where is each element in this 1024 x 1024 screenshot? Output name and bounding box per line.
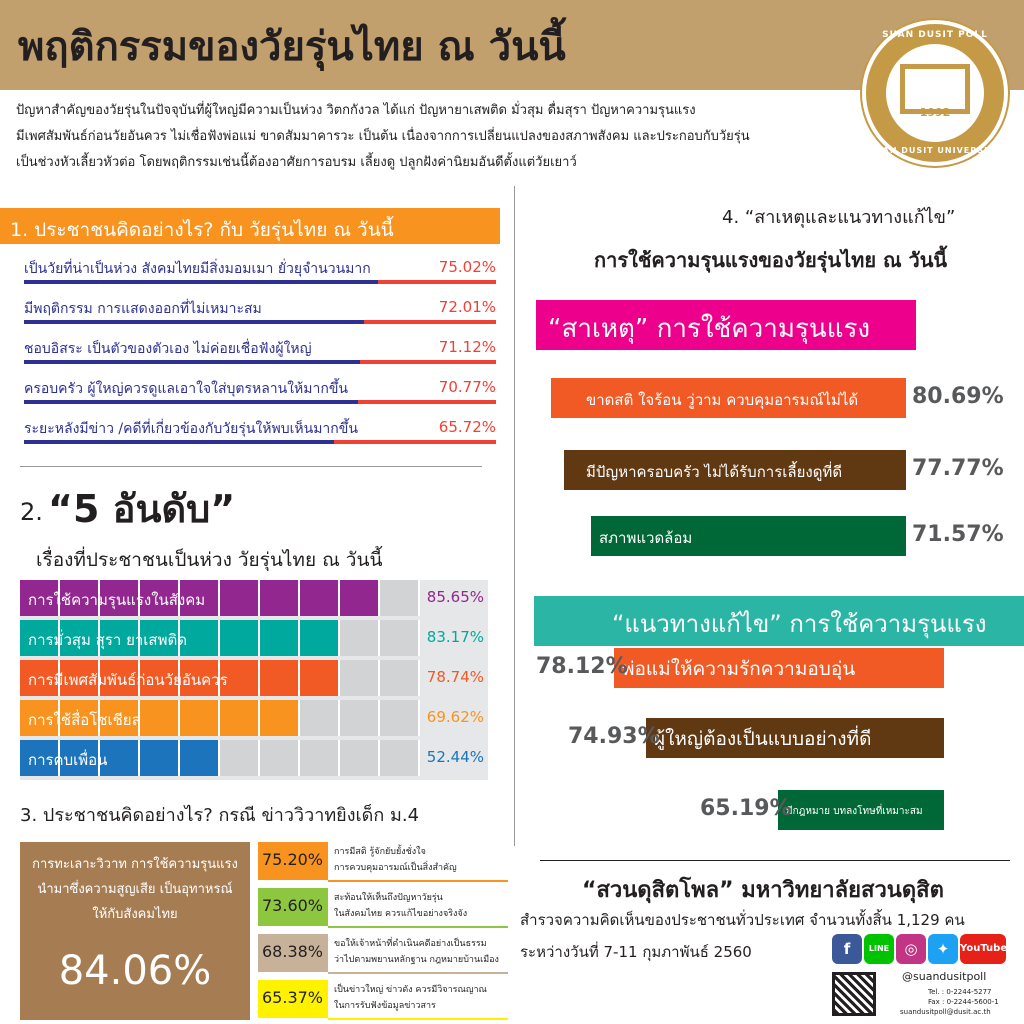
s1-bar-red — [364, 320, 496, 324]
solution-label: พ่อแม่ให้ความรักความอบอุ่น — [622, 658, 856, 680]
s2-cell — [220, 580, 260, 616]
intro-line: ปัญหาสำคัญของวัยรุ่นในปัจจุบันที่ผู้ใหญ่มีความเป็นห่วง วิตกกังวล ได้แก่ ปัญหายาเสพติด มั่วสุม ดื่มสุรา ปัญหาความรุนแรง — [16, 103, 696, 118]
s1-value: 71.12% — [438, 338, 496, 356]
section2-number: 2. — [20, 498, 43, 526]
footer-survey-info: สำรวจความคิดเห็นของประชาชนทั่วประเทศ จำนวนทั้งสิ้น 1,129 คน — [520, 911, 965, 929]
s1-label: เป็นวัยที่น่าเป็นห่วง สังคมไทยมีสิ่งมอมเมา ยั่วยุจำนวนมาก — [24, 261, 371, 277]
suan-dusit-poll-logo — [862, 20, 1008, 166]
s2-label: การมีเพศสัมพันธ์ก่อนวัยอันควร — [28, 671, 228, 689]
qr-code — [832, 972, 876, 1016]
s2-cell — [180, 740, 220, 776]
s2-cell — [340, 580, 380, 616]
s2-cell — [220, 740, 260, 776]
s3-desc — [334, 982, 487, 1014]
s2-label: การใช้ความรุนแรงในสังคม — [28, 591, 206, 609]
s2-value: 85.65% — [426, 588, 484, 606]
intro-line: มีเพศสัมพันธ์ก่อนวัยอันควร ไม่เชื่อฟังพ่อแม่ ขาดสัมมาคารวะ เป็นต้น เนื่องจากการเปลี่ยนแปลงของสภาพสังคม และประกอบกับวัยรุ่น — [16, 129, 750, 144]
section2-heading: “5 อันดับ” — [48, 487, 236, 531]
s2-cell — [260, 580, 300, 616]
s3-pct: 75.20% — [258, 842, 328, 880]
s2-cell — [300, 580, 340, 616]
solution-row — [536, 648, 944, 688]
section3-box-value: 84.06% — [58, 948, 212, 994]
s2-cell — [380, 620, 420, 656]
cause-label: สภาพแวดล้อม — [599, 529, 693, 547]
section4-title: 4. “สาเหตุและแนวทางแก้ไข” — [722, 207, 956, 228]
section3-highlight-box — [20, 842, 250, 1020]
s3-pct: 68.38% — [258, 934, 328, 972]
s3-desc-line: การควบคุมอารมณ์เป็นสิ่งสำคัญ — [334, 863, 457, 873]
s1-bar-blue — [24, 400, 358, 404]
solution-label: ผู้ใหญ่ต้องเป็นแบบอย่างที่ดี — [654, 728, 872, 750]
s2-value: 78.74% — [426, 668, 484, 686]
s3-desc-line: การมีสติ รู้จักยับยั้งชั่งใจ — [334, 847, 426, 857]
s1-row — [24, 376, 496, 408]
s2-label: การใช้สื่อโซเชียล — [28, 711, 141, 729]
s3-desc-line: ในการรับฟังข้อมูลข่าวสาร — [334, 1001, 436, 1011]
s3-underline — [328, 880, 508, 882]
s1-row — [24, 416, 496, 448]
s3-underline — [328, 972, 508, 974]
s1-bar-blue — [24, 440, 334, 444]
s3-desc — [334, 936, 499, 968]
s2-cell — [180, 700, 220, 736]
s1-label: มีพฤติกรรม การแสดงออกที่ไม่เหมาะสม — [24, 301, 262, 317]
s1-bar-red — [378, 280, 496, 284]
s1-label: ชอบอิสระ เป็นตัวของตัวเอง ไม่ค่อยเชื่อฟังผู้ใหญ่ — [24, 341, 312, 357]
solution-value: 78.12% — [536, 654, 628, 679]
logo-bottom-text: SUAN DUSIT UNIVERSITY — [868, 146, 1002, 155]
s1-row — [24, 336, 496, 368]
fax: Fax : 0-2244-5600-1 — [928, 998, 999, 1006]
s2-cell — [340, 620, 380, 656]
intro-line: เป็นช่วงหัวเลี้ยวหัวต่อ โดยพฤติกรรมเช่นนี้ต้องอาศัยการอบรม เลี้ยงดู ปลูกฝังค่านิยมอันดีตั้งแต่วัยเยาว์ — [16, 155, 577, 170]
s2-row — [20, 580, 488, 616]
s3-pct: 73.60% — [258, 888, 328, 926]
vertical-divider — [514, 186, 515, 846]
solution-row — [568, 718, 944, 758]
s1-label: ระยะหลังมีข่าว /คดีที่เกี่ยวข้องกับวัยรุ่นให้พบเห็นมากขึ้น — [24, 421, 358, 437]
cause-value: 80.69% — [912, 384, 1004, 409]
s1-bar-blue — [24, 360, 360, 364]
s2-value: 83.17% — [426, 628, 484, 646]
s1-bar-red — [334, 440, 496, 444]
s2-cell — [380, 740, 420, 776]
page-title: พฤติกรรมของวัยรุ่นไทย ณ วันนี้ — [18, 24, 566, 70]
s2-cell — [140, 740, 180, 776]
s3-row — [258, 934, 508, 974]
box-line: ให้กับสังคมไทย — [92, 907, 178, 922]
s2-cell — [380, 580, 420, 616]
s2-label: การคบเพื่อน — [28, 751, 108, 769]
s3-desc-line: เป็นข่าวใหญ่ ข่าวดัง ควรมีวิจารณญาณ — [334, 985, 487, 995]
section3-box-text — [20, 852, 250, 927]
box-line: นำมาซึ่งความสูญเสีย เป็นอุทาหรณ์ — [37, 882, 233, 897]
instagram-icon[interactable]: ◎ — [896, 934, 926, 964]
s3-pct: 65.37% — [258, 980, 328, 1018]
solution-label: มีกฎหมาย บทลงโทษที่เหมาะสม — [786, 806, 923, 817]
footer-date: ระหว่างวันที่ 7-11 กุมภาพันธ์ 2560 — [520, 943, 752, 961]
s1-bar-red — [358, 400, 496, 404]
s3-underline — [328, 926, 508, 928]
s2-value: 69.62% — [426, 708, 484, 726]
logo-year: 1992 — [919, 106, 951, 119]
s1-value: 65.72% — [438, 418, 496, 436]
logo-top-text: SUAN DUSIT POLL — [882, 30, 988, 40]
solution-title: “แนวทางแก้ไข” การใช้ความรุนแรง — [612, 610, 987, 638]
s1-bar-red — [360, 360, 496, 364]
social-handle: @suandusitpoll — [902, 970, 987, 983]
telephone: Tel. : 0-2244-5277 — [928, 988, 992, 996]
cause-label: ขาดสติ ใจร้อน วู่วาม ควบคุมอารมณ์ไม่ได้ — [586, 391, 859, 409]
s2-cell — [220, 620, 260, 656]
s1-row — [24, 296, 496, 328]
cause-value: 71.57% — [912, 522, 1004, 547]
section3-title: 3. ประชาชนคิดอย่างไร? กรณี ข่าววิวาทยิงเด็ก ม.4 — [20, 805, 420, 826]
box-line: การทะเลาะวิวาท การใช้ความรุนแรง — [32, 857, 238, 872]
twitter-icon[interactable]: ✦ — [928, 934, 958, 964]
email: suandusitpoll@dusit.ac.th — [900, 1008, 991, 1016]
cause-row — [564, 450, 1004, 490]
s3-desc-line: สะท้อนให้เห็นถึงปัญหาวัยรุ่น — [334, 893, 443, 903]
section2-chart — [20, 580, 488, 780]
s2-cell — [260, 740, 300, 776]
s2-value: 52.44% — [426, 748, 484, 766]
s2-cell — [380, 660, 420, 696]
s2-cell — [340, 660, 380, 696]
s3-desc-line: ในสังคมไทย ควรแก้ไขอย่างจริงจัง — [334, 909, 468, 919]
intro-text — [16, 98, 862, 176]
s3-row — [258, 842, 508, 882]
s2-cell — [300, 700, 340, 736]
s2-cell — [340, 700, 380, 736]
s1-label: ครอบครัว ผู้ใหญ่ควรดูแลเอาใจใส่บุตรหลานให้มากขึ้น — [24, 381, 348, 397]
s2-row — [20, 700, 488, 736]
s3-row — [258, 980, 508, 1020]
s3-underline — [328, 1018, 508, 1020]
s2-cell — [300, 660, 340, 696]
cause-label: มีปัญหาครอบครัว ไม่ได้รับการเลี้ยงดูที่ดี — [586, 463, 843, 481]
s2-cell — [380, 700, 420, 736]
footer-title: “สวนดุสิตโพล” มหาวิทยาลัยสวนดุสิต — [582, 878, 944, 903]
solution-value: 65.19% — [700, 796, 792, 821]
section1-title: 1. ประชาชนคิดอย่างไร? กับ วัยรุ่นไทย ณ วันนี้ — [10, 219, 394, 241]
cause-value: 77.77% — [912, 456, 1004, 481]
youtube-icon[interactable]: YouTube — [960, 934, 1006, 964]
s1-value: 72.01% — [438, 298, 496, 316]
cause-row — [551, 378, 1004, 418]
section2-subtitle: เรื่องที่ประชาชนเป็นห่วง วัยรุ่นไทย ณ วันนี้ — [36, 549, 383, 571]
s2-row — [20, 620, 488, 656]
s2-cell — [140, 700, 180, 736]
cause-row — [591, 516, 1004, 556]
s2-cell — [300, 620, 340, 656]
s1-value: 70.77% — [438, 378, 496, 396]
s2-cell — [300, 740, 340, 776]
solution-row — [700, 790, 944, 830]
s2-row — [20, 740, 488, 776]
s2-row — [20, 660, 488, 696]
s2-cell — [340, 740, 380, 776]
cause-title: “สาเหตุ” การใช้ความรุนแรง — [548, 314, 871, 344]
s1-row — [24, 256, 496, 288]
s1-bar-blue — [24, 280, 378, 284]
s1-value: 75.02% — [438, 258, 496, 276]
solution-value: 74.93% — [568, 724, 660, 749]
s3-desc — [334, 844, 457, 876]
s2-cell — [220, 700, 260, 736]
s3-desc-line: ว่าไปตามพยานหลักฐาน กฎหมายบ้านเมือง — [334, 955, 499, 965]
s2-cell — [260, 700, 300, 736]
facebook-icon[interactable]: f — [832, 934, 862, 964]
s3-row — [258, 888, 508, 928]
s2-label: การมั่วสุม สุรา ยาเสพติด — [28, 631, 187, 649]
s2-cell — [260, 620, 300, 656]
s3-desc — [334, 890, 467, 922]
s2-cell — [260, 660, 300, 696]
horizontal-divider — [20, 466, 482, 467]
line-icon[interactable]: LINE — [864, 934, 894, 964]
footer-divider — [540, 860, 1010, 861]
s1-bar-blue — [24, 320, 364, 324]
s3-desc-line: ขอให้เจ้าหน้าที่ดำเนินคดีอย่างเป็นธรรม — [334, 939, 487, 949]
section4-subtitle: การใช้ความรุนแรงของวัยรุ่นไทย ณ วันนี้ — [594, 248, 948, 272]
